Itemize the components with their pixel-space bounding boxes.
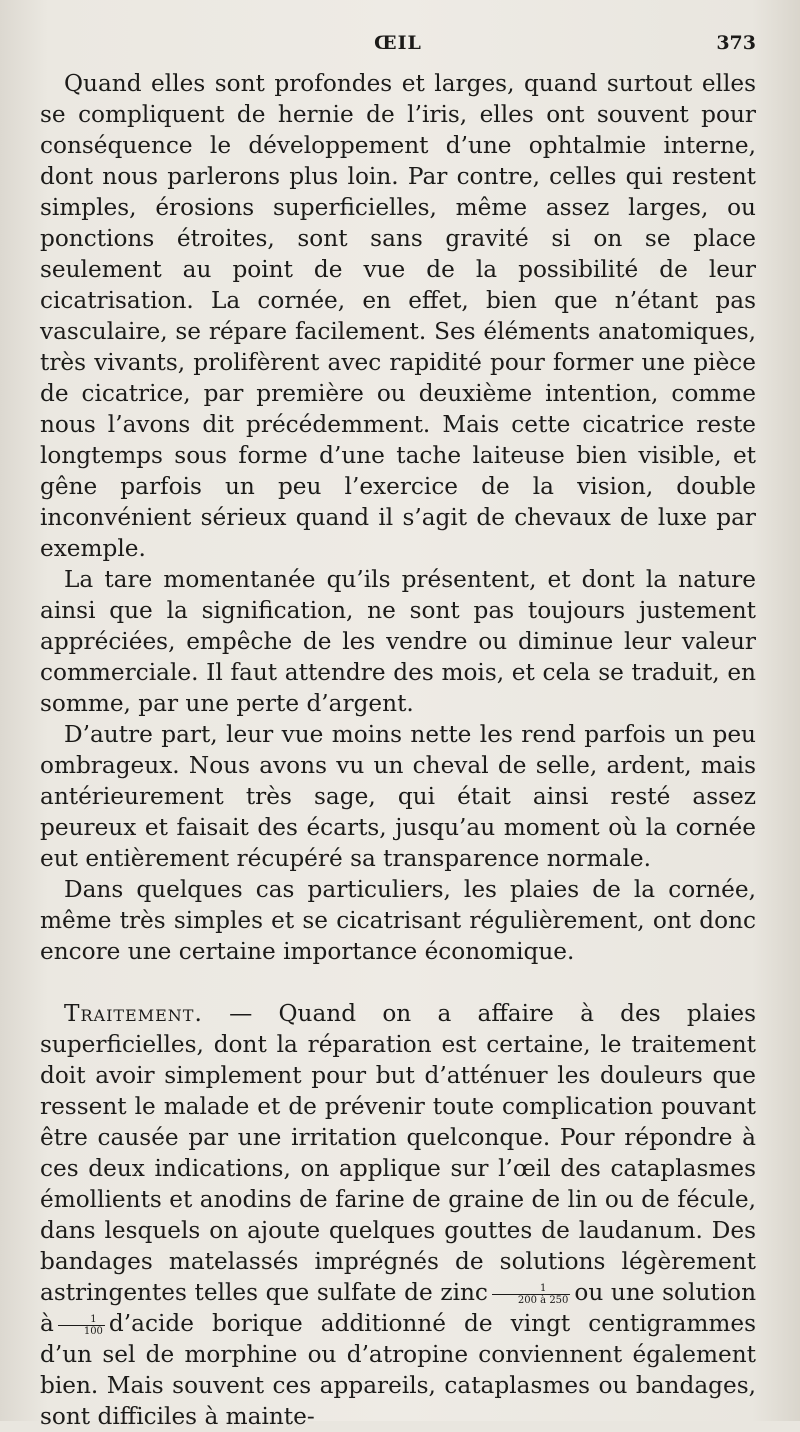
paragraph-4: Dans quelques cas particuliers, les plaies de la cornée, même très simples et se cicatrisant régulièrement, ont donc encore une certaine importance économique.	[40, 876, 756, 965]
body-text	[40, 68, 756, 1432]
traitement-text-part1: Quand on a affaire à des plaies superficielles, dont la réparation est certaine, le traitement doit avoir simplement pour but d’atténuer les douleurs que ressent le malade et de prévenir toute complication pouvant être causée par une irritation quelconque. Pour répondre à ces deux indications, on applique sur l’œil des cataplasmes émollients et anodins de farine de graine de lin ou de fécule, dans lesquels on ajoute quelques gouttes de laudanum. Des bandages matelassés imprégnés de solutions légèrement astringentes telles que sulfate de zinc	[40, 1000, 756, 1306]
fraction-zinc-denominator: 200 à 250	[517, 1294, 569, 1306]
running-head-title: ŒIL	[374, 32, 422, 54]
fraction-boric-numerator: 1	[58, 1314, 105, 1326]
fraction-boric-denominator: 100	[83, 1325, 103, 1337]
paragraph-2: La tare momentanée qu’ils présentent, et dont la nature ainsi que la signification, ne sont pas toujours justement appréciées, empêche de les vendre ou diminue leur valeur commerciale. Il faut attendre des mois, et cela se traduit, en somme, par une perte d’argent.	[40, 566, 756, 717]
paragraph-traitement	[40, 998, 756, 1432]
page-number: 373	[716, 32, 756, 54]
traitement-text-part3: d’acide borique additionné de vingt centigrammes d’un sel de morphine ou d’atropine conviennent également bien. Mais souvent ces appareils, cataplasmes ou bandages, sont difficiles à mainte-	[40, 1310, 756, 1430]
fraction-zinc-numerator: 1	[492, 1283, 571, 1295]
section-heading-traitement: Traitement.	[64, 1000, 203, 1027]
heading-dash: —	[202, 1000, 279, 1027]
running-head	[40, 32, 756, 58]
traitement-text-part2: ou une solution à	[40, 1279, 756, 1337]
paragraph-1: Quand elles sont profondes et larges, quand surtout elles se compliquent de hernie de l’iris, elles ont souvent pour conséquence le développement d’une ophtalmie interne, dont nous parlerons plus loin. Par contre, celles qui restent simples, érosions superficielles, même assez larges, ou ponctions étroites, sont sans gravité si on se place seulement au point de vue de la possibilité de leur cicatrisation. La cornée, en effet, bien que n’étant pas vasculaire, se répare facilement. Ses éléments anatomiques, très vivants, prolifèrent avec rapidité pour former une pièce de cicatrice, par première ou deuxième intention, comme nous l’avons dit précédemment. Mais cette cicatrice reste longtemps sous forme d’une tache laiteuse bien visible, et gêne parfois un peu l’exercice de la vision, double inconvénient sérieux quand il s’agit de chevaux de luxe par exemple.	[40, 70, 756, 562]
paragraph-3: D’autre part, leur vue moins nette les rend parfois un peu ombrageux. Nous avons vu un cheval de selle, ardent, mais antérieurement très sage, qui était ainsi resté assez peureux et faisait des écarts, jusqu’au moment où la cornée eut entièrement récupéré sa transparence normale.	[40, 721, 756, 872]
fraction-zinc	[492, 1283, 571, 1306]
section-spacer	[40, 967, 756, 998]
fraction-boric	[58, 1314, 105, 1337]
